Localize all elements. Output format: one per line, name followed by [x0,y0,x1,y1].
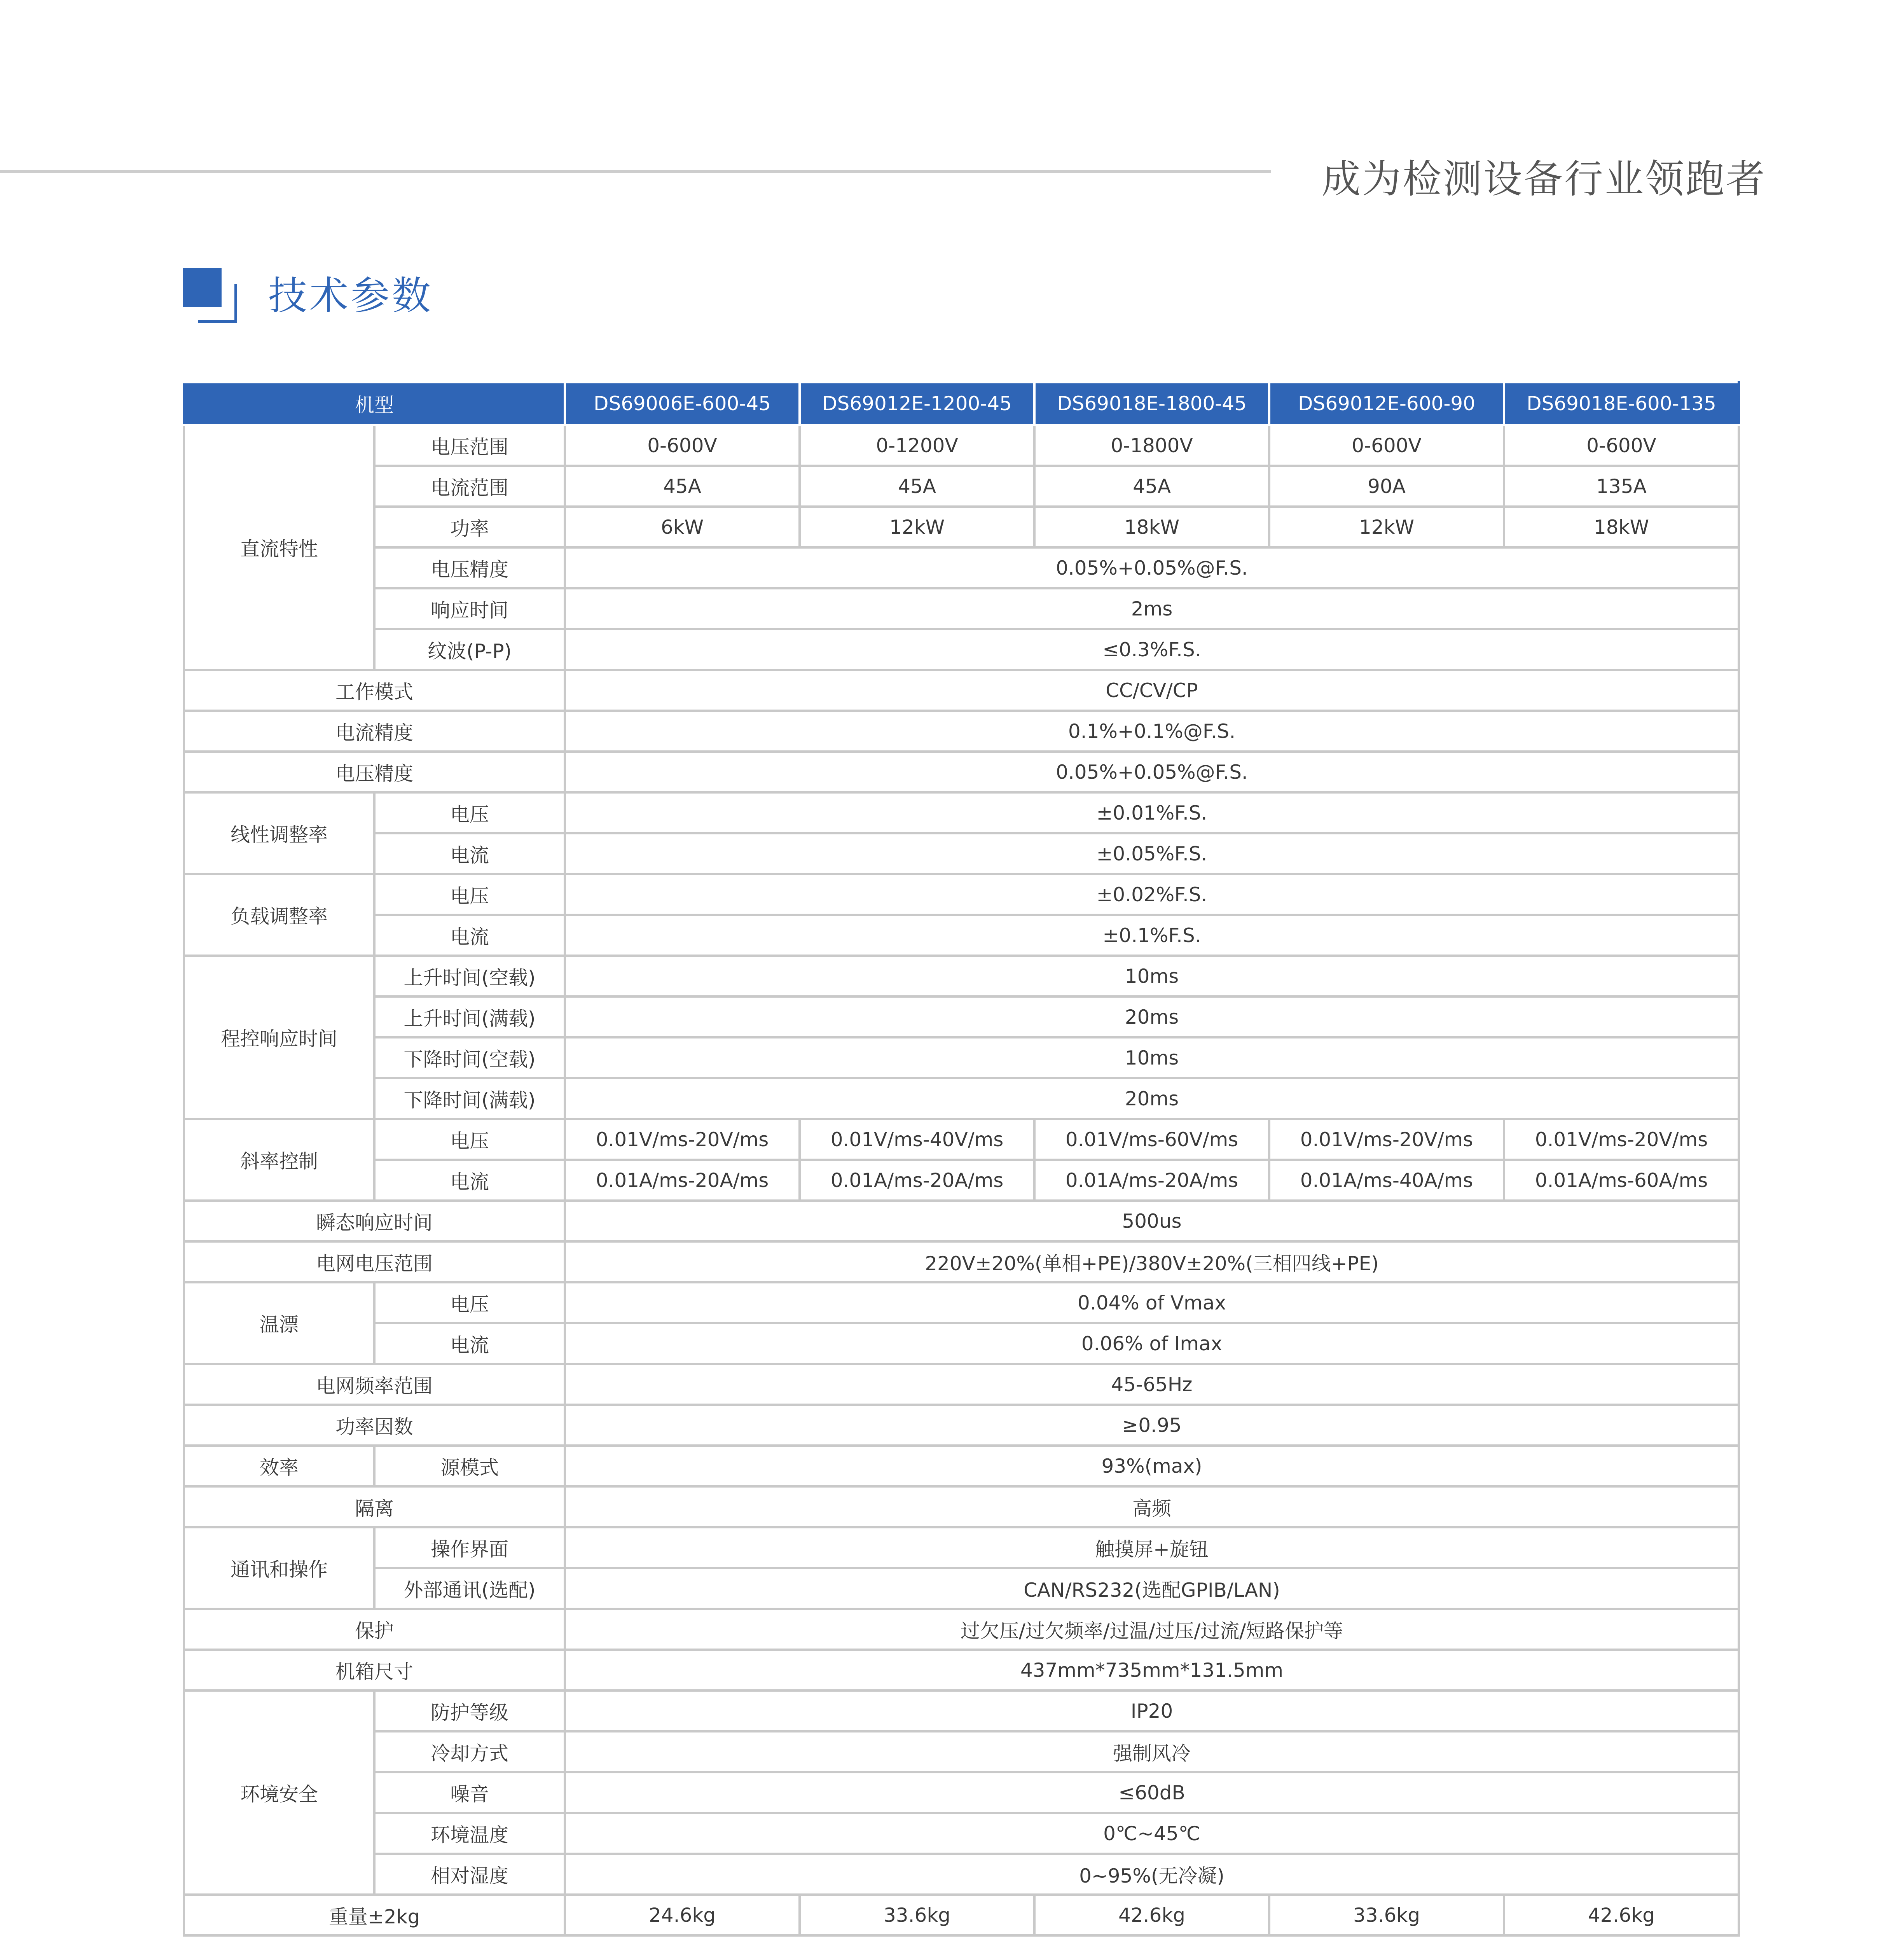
row-label: 工作模式 [184,670,565,711]
table-cell: 高频 [565,1486,1739,1527]
row-label: 隔离 [184,1486,565,1527]
table-cell: 18kW [1504,507,1739,547]
table-cell: ±0.1%F.S. [565,915,1739,956]
row-label: 相对湿度 [374,1854,565,1895]
table-cell: 0.04% of Vmax [565,1282,1739,1323]
table-row [184,1691,1739,1731]
table-row [184,507,1739,547]
row-label: 电流 [374,915,565,956]
header-cell-model-2: DS69012E-1200-45 [800,382,1034,425]
row-label: 瞬态响应时间 [184,1201,565,1241]
table-row [184,588,1739,629]
row-label: 下降时间(满载) [374,1078,565,1119]
group-label-efficiency: 效率 [184,1446,374,1486]
header-cell-model: 机型 [184,382,565,425]
row-label: 机箱尺寸 [184,1650,565,1691]
table-cell: 0-600V [565,425,800,466]
table-row [184,1119,1739,1160]
table-row [184,1446,1739,1486]
table-row [184,1854,1739,1895]
table-row [184,874,1739,915]
table-row [184,1609,1739,1650]
table-row [184,1037,1739,1078]
table-cell: 0-1800V [1034,425,1269,466]
table-cell: ≤0.3%F.S. [565,629,1739,670]
table-row [184,1201,1739,1241]
table-cell: 0.01V/ms-60V/ms [1034,1119,1269,1160]
table-cell: ±0.01%F.S. [565,792,1739,833]
row-label: 操作界面 [374,1527,565,1568]
table-row [184,1527,1739,1568]
table-cell: ±0.05%F.S. [565,833,1739,874]
table-cell: CAN/RS232(选配GPIB/LAN) [565,1568,1739,1609]
table-cell: 0℃~45℃ [565,1813,1739,1854]
row-label: 电流 [374,1323,565,1364]
table-row [184,670,1739,711]
table-row [184,425,1739,466]
table-row [184,1364,1739,1405]
header-cell-model-1: DS69006E-600-45 [565,382,800,425]
table-cell: 45A [1034,466,1269,507]
group-label-environment: 环境安全 [184,1691,374,1895]
table-cell: 42.6kg [1504,1895,1739,1935]
table-row [184,996,1739,1037]
header-slogan: 成为检测设备行业领跑者 [1322,156,1766,202]
row-label: 电流 [374,833,565,874]
table-row [184,792,1739,833]
table-cell: 0.05%+0.05%@F.S. [565,752,1739,792]
section-square-icon [183,268,241,327]
table-row [184,1813,1739,1854]
spec-table [183,381,1740,1937]
table-cell: IP20 [565,1691,1739,1731]
table-row [184,547,1739,588]
row-label: 电压精度 [184,752,565,792]
table-cell: 2ms [565,588,1739,629]
row-label: 电压 [374,1282,565,1323]
table-cell: 135A [1504,466,1739,507]
header-cell-model-3: DS69018E-1800-45 [1034,382,1269,425]
table-cell: 12kW [800,507,1034,547]
table-row [184,833,1739,874]
row-label: 环境温度 [374,1813,565,1854]
group-label-load-regulation: 负载调整率 [184,874,374,956]
table-cell: 24.6kg [565,1895,800,1935]
table-row [184,1323,1739,1364]
table-row [184,1160,1739,1201]
table-row [184,1405,1739,1446]
table-cell: 0-1200V [800,425,1034,466]
table-cell: 220V±20%(单相+PE)/380V±20%(三相四线+PE) [565,1241,1739,1282]
table-cell: 45-65Hz [565,1364,1739,1405]
table-cell: 33.6kg [1269,1895,1504,1935]
row-label: 冷却方式 [374,1731,565,1772]
section-icon-fill [183,268,222,307]
group-label-dc: 直流特性 [184,425,374,670]
table-row [184,1731,1739,1772]
table-cell: ±0.02%F.S. [565,874,1739,915]
table-row [184,1895,1739,1935]
row-label: 源模式 [374,1446,565,1486]
table-cell: ≥0.95 [565,1405,1739,1446]
table-cell: 437mm*735mm*131.5mm [565,1650,1739,1691]
table-cell: 45A [565,466,800,507]
header-cell-model-4: DS69012E-600-90 [1269,382,1504,425]
table-row [184,466,1739,507]
table-cell: 20ms [565,996,1739,1037]
table-row [184,711,1739,752]
table-cell: 0.01A/ms-20A/ms [800,1160,1034,1201]
section-title: 技术参数 [268,273,433,318]
row-label: 纹波(P-P) [374,629,565,670]
table-cell: 12kW [1269,507,1504,547]
table-cell: 0.01A/ms-40A/ms [1269,1160,1504,1201]
table-row [184,1486,1739,1527]
row-label: 上升时间(空载) [374,956,565,996]
table-cell: 33.6kg [800,1895,1034,1935]
group-label-comm: 通讯和操作 [184,1527,374,1609]
group-label-line-regulation: 线性调整率 [184,792,374,874]
table-cell: 10ms [565,956,1739,996]
row-label: 电流 [374,1160,565,1201]
table-cell: 过欠压/过欠频率/过温/过压/过流/短路保护等 [565,1609,1739,1650]
row-label: 电流精度 [184,711,565,752]
table-cell: 93%(max) [565,1446,1739,1486]
row-label: 电压 [374,1119,565,1160]
table-row [184,956,1739,996]
table-row [184,752,1739,792]
group-label-program-response: 程控响应时间 [184,956,374,1119]
group-label-temp-drift: 温漂 [184,1282,374,1364]
row-label: 功率 [374,507,565,547]
table-cell: 0.01V/ms-20V/ms [565,1119,800,1160]
row-label: 上升时间(满载) [374,996,565,1037]
row-label: 外部通讯(选配) [374,1568,565,1609]
row-label: 电网频率范围 [184,1364,565,1405]
table-cell: 0.05%+0.05%@F.S. [565,547,1739,588]
table-cell: 0.01A/ms-20A/ms [1034,1160,1269,1201]
table-cell: 0.01A/ms-60A/ms [1504,1160,1739,1201]
table-cell: 6kW [565,507,800,547]
table-header-row [184,382,1739,425]
table-cell: 10ms [565,1037,1739,1078]
table-cell: 0.06% of Imax [565,1323,1739,1364]
row-label: 防护等级 [374,1691,565,1731]
table-cell: 20ms [565,1078,1739,1119]
header-rule [0,170,1271,173]
table-cell: 500us [565,1201,1739,1241]
table-cell: 0~95%(无冷凝) [565,1854,1739,1895]
row-label: 电压 [374,792,565,833]
table-row [184,1282,1739,1323]
header-cell-model-5: DS69018E-600-135 [1504,382,1739,425]
table-row [184,1241,1739,1282]
row-label: 电压精度 [374,547,565,588]
row-label: 下降时间(空载) [374,1037,565,1078]
table-cell: CC/CV/CP [565,670,1739,711]
table-row [184,915,1739,956]
table-cell: 90A [1269,466,1504,507]
row-label: 电压 [374,874,565,915]
table-cell: ≤60dB [565,1772,1739,1813]
table-cell: 0.01V/ms-20V/ms [1504,1119,1739,1160]
row-label: 重量±2kg [184,1895,565,1935]
table-cell: 0.01A/ms-20A/ms [565,1160,800,1201]
table-cell: 强制风冷 [565,1731,1739,1772]
table-cell: 42.6kg [1034,1895,1269,1935]
table-row [184,1772,1739,1813]
table-cell: 0.01V/ms-40V/ms [800,1119,1034,1160]
table-cell: 45A [800,466,1034,507]
row-label: 噪音 [374,1772,565,1813]
table-cell: 触摸屏+旋钮 [565,1527,1739,1568]
table-cell: 0.1%+0.1%@F.S. [565,711,1739,752]
row-label: 保护 [184,1609,565,1650]
row-label: 电流范围 [374,466,565,507]
table-cell: 0-600V [1269,425,1504,466]
table-cell: 18kW [1034,507,1269,547]
row-label: 电压范围 [374,425,565,466]
table-cell: 0.01V/ms-20V/ms [1269,1119,1504,1160]
table-row [184,1650,1739,1691]
row-label: 功率因数 [184,1405,565,1446]
table-cell: 0-600V [1504,425,1739,466]
table-row [184,629,1739,670]
row-label: 响应时间 [374,588,565,629]
table-row [184,1568,1739,1609]
group-label-slew-rate: 斜率控制 [184,1119,374,1201]
row-label: 电网电压范围 [184,1241,565,1282]
table-row [184,1078,1739,1119]
